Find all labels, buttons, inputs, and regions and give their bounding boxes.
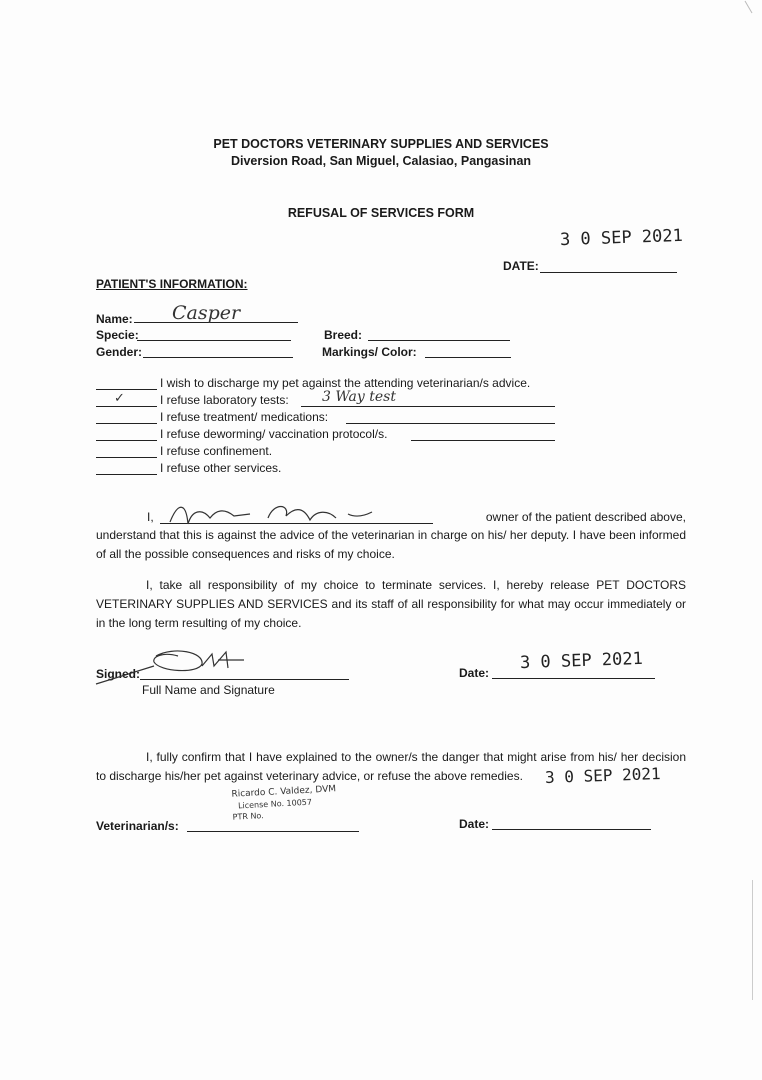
statement-body: understand that this is against the advice of the veterinarian in charge on his/ her deputy. I have been informed of all the possible consequences and risks of my choice. [96, 528, 686, 561]
breed-label: Breed: [324, 328, 363, 342]
signature-date-label: Date: [459, 666, 490, 680]
name-label: Name: [96, 312, 133, 326]
gender-field[interactable] [143, 357, 293, 358]
scan-edge-mark [752, 880, 753, 1000]
vet-stamp-license: License No. 10057 [237, 797, 313, 811]
vet-stamp-ptr: PTR No. [232, 811, 264, 822]
date-line-top [540, 272, 677, 273]
option-text: I refuse treatment/ medications: [160, 410, 329, 424]
vet-stamp [231, 784, 337, 822]
gender-label: Gender: [96, 345, 143, 359]
owner-signature [158, 496, 388, 530]
patient-section-title: PATIENT'S INFORMATION: [96, 277, 248, 291]
vet-date-label: Date: [459, 817, 490, 831]
option-text: I refuse deworming/ vaccination protocol/s. [160, 427, 388, 441]
name-handwritten: Casper [172, 302, 241, 324]
date-stamp-top: 3 0 SEP 2021 [559, 225, 684, 251]
release-statement: I, take all responsibility of my choice to terminate services. I, hereby release PET DOCTORS VETERINARY SUPPLIES AND SERVICES and its staff of all responsibility for what may occur immediately or in the long term resulting of my choice. [96, 578, 686, 630]
specie-field[interactable] [137, 340, 291, 341]
statement-owner-suffix: owner of the patient described above, [485, 510, 686, 524]
option-text: I refuse confinement. [160, 444, 273, 458]
option-check-line[interactable] [96, 389, 157, 390]
markings-field[interactable] [425, 357, 511, 358]
confirmation-text: I, fully confirm that I have explained to the owner/s the danger that might arise from his/ her decision to discharge his/her pet against veterinary advice, or refuse the above remedies. [96, 750, 686, 783]
vet-stamp-name: Ricardo C. Valdez, DVM [231, 784, 337, 800]
option-check-line[interactable] [96, 474, 157, 475]
lab-tests-field[interactable] [301, 406, 555, 407]
option-text: I refuse other services. [160, 461, 282, 475]
specie-label: Specie: [96, 328, 139, 342]
option-check-line[interactable] [96, 406, 157, 407]
date-label-top: DATE: [503, 259, 539, 273]
vet-date-field[interactable] [492, 829, 651, 830]
option-text: I wish to discharge my pet against the attending veterinarian/s advice. [160, 376, 531, 390]
signed-label: Signed: [96, 667, 140, 681]
check-mark: ✓ [114, 391, 125, 406]
breed-field[interactable] [368, 340, 510, 341]
date-stamp-confirmation: 3 0 SEP 2021 [544, 763, 661, 788]
clinic-address: Diversion Road, San Miguel, Calasiao, Pangasinan [230, 154, 532, 168]
option-check-line[interactable] [96, 440, 157, 441]
signature-caption: Full Name and Signature [142, 683, 275, 697]
signature-date-field[interactable] [492, 678, 655, 679]
client-signature [94, 646, 254, 686]
option-check-line[interactable] [96, 457, 157, 458]
markings-label: Markings/ Color: [322, 345, 417, 359]
option-check-line[interactable] [96, 423, 157, 424]
date-stamp-signature: 3 0 SEP 2021 [519, 648, 644, 674]
clinic-name: PET DOCTORS VETERINARY SUPPLIES AND SERVICES [213, 137, 549, 151]
statement-prefix: I, [147, 510, 154, 524]
scan-edge-mark [745, 1, 753, 14]
veterinarian-label: Veterinarian/s: [96, 819, 179, 833]
veterinarian-field[interactable] [187, 831, 359, 832]
lab-tests-handwritten: 3 Way test [322, 389, 396, 405]
form-title: REFUSAL OF SERVICES FORM [287, 206, 475, 220]
option-text: I refuse laboratory tests: [160, 393, 289, 407]
treatment-field[interactable] [346, 423, 555, 424]
deworming-field[interactable] [411, 440, 555, 441]
